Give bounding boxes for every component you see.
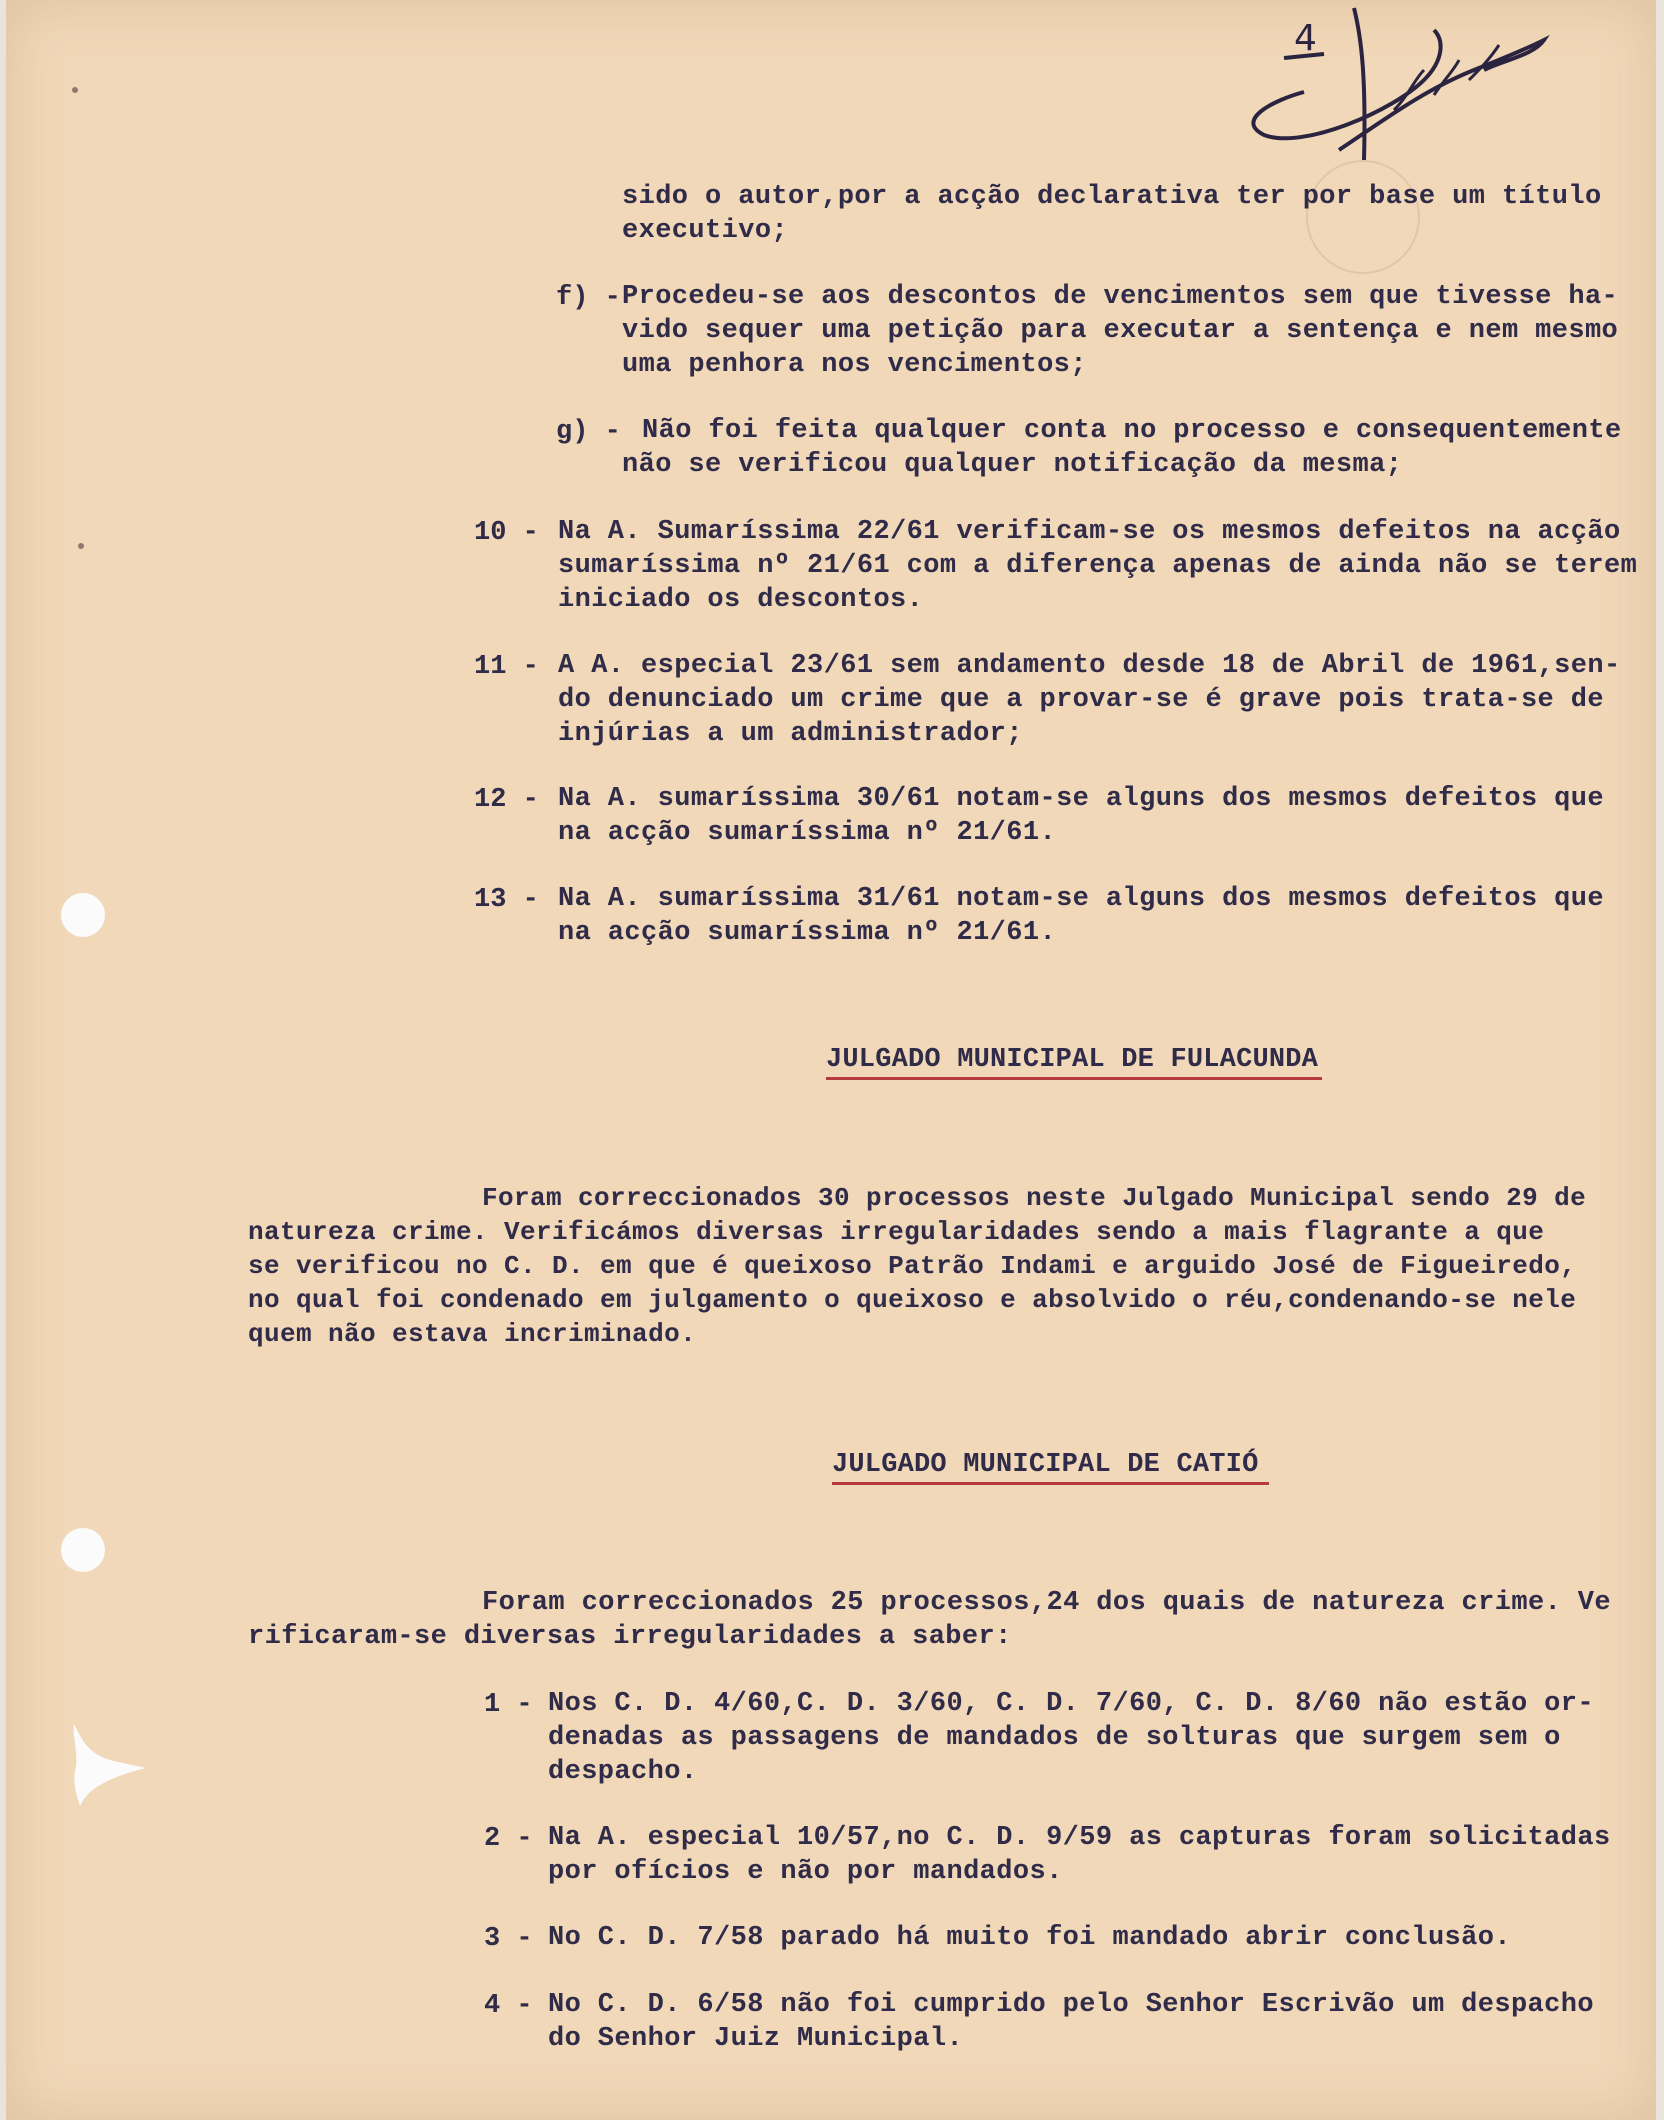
faint-stamp <box>1306 160 1420 274</box>
heading-underline <box>826 1077 1322 1080</box>
small-mark <box>78 543 84 549</box>
paragraph-line: Foram correccionados 25 processos,24 dos quais de natureza crime. Ve <box>482 1588 1611 1618</box>
item-marker: f) - <box>556 283 621 313</box>
continuation-line: sido o autor,por a acção declarativa ter por base um título <box>622 182 1602 212</box>
item-line: iniciado os descontos. <box>558 585 924 615</box>
item-marker: 11 - <box>474 652 539 682</box>
item-line: A A. especial 23/61 sem andamento desde 18 de Abril de 1961,sen- <box>558 651 1621 681</box>
paragraph-line: quem não estava incriminado. <box>248 1319 697 1349</box>
paragraph-line: no qual foi condenado em julgamento o queixoso e absolvido o réu,condenando-se nele <box>248 1285 1577 1315</box>
paragraph-line: rificaram-se diversas irregularidades a saber: <box>248 1622 1012 1652</box>
item-line: No C. D. 7/58 parado há muito foi mandado abrir conclusão. <box>548 1923 1511 1953</box>
torn-corner-mark <box>66 1720 156 1810</box>
document-page <box>6 0 1656 2120</box>
section-heading-catio: JULGADO MUNICIPAL DE CATIÓ <box>832 1450 1259 1480</box>
item-line: vido sequer uma petição para executar a sentença e nem mesmo <box>622 316 1619 346</box>
item-marker: 3 - <box>484 1924 533 1954</box>
section-heading-fulacunda: JULGADO MUNICIPAL DE FULACUNDA <box>826 1045 1319 1075</box>
item-line: sumaríssima nº 21/61 com a diferença apenas de ainda não se terem <box>558 551 1638 581</box>
item-line: Procedeu-se aos descontos de vencimentos sem que tivesse ha- <box>622 282 1619 312</box>
item-line: do denunciado um crime que a provar-se é grave pois trata-se de <box>558 685 1604 715</box>
item-line: por ofícios e não por mandados. <box>548 1857 1063 1887</box>
page-number: 4 <box>1294 18 1317 59</box>
item-line: Na A. sumaríssima 31/61 notam-se alguns dos mesmos defeitos que <box>558 884 1604 914</box>
heading-underline <box>832 1482 1269 1485</box>
item-line: No C. D. 6/58 não foi cumprido pelo Senhor Escrivão um despacho <box>548 1990 1594 2020</box>
item-line: denadas as passagens de mandados de solturas que surgem sem o <box>548 1723 1561 1753</box>
item-line: Na A. especial 10/57,no C. D. 9/59 as capturas foram solicitadas <box>548 1823 1611 1853</box>
paragraph-line: se verificou no C. D. em que é queixoso Patrão Indami e arguido José de Figueiredo, <box>248 1251 1577 1281</box>
item-line: na acção sumaríssima nº 21/61. <box>558 818 1057 848</box>
punch-hole-middle <box>61 1528 105 1572</box>
item-line: Na A. sumaríssima 30/61 notam-se alguns dos mesmos defeitos que <box>558 784 1604 814</box>
item-marker: 1 - <box>484 1690 533 1720</box>
item-line: uma penhora nos vencimentos; <box>622 350 1087 380</box>
continuation-line: executivo; <box>622 216 789 246</box>
item-marker: 4 - <box>484 1991 533 2021</box>
item-line: na acção sumaríssima nº 21/61. <box>558 918 1057 948</box>
item-marker: g) - <box>556 417 621 447</box>
item-marker: 13 - <box>474 885 539 915</box>
small-mark <box>72 87 78 93</box>
item-line: do Senhor Juiz Municipal. <box>548 2024 964 2054</box>
item-line: despacho. <box>548 1757 698 1787</box>
punch-hole-top <box>61 893 105 937</box>
item-marker: 2 - <box>484 1824 533 1854</box>
item-marker: 10 - <box>474 518 539 548</box>
item-line: não se verificou qualquer notificação da mesma; <box>622 450 1403 480</box>
item-marker: 12 - <box>474 785 539 815</box>
item-line: injúrias a um administrador; <box>558 719 1023 749</box>
item-line: Na A. Sumaríssima 22/61 verificam-se os mesmos defeitos na acção <box>558 517 1621 547</box>
item-line: Não foi feita qualquer conta no processo e consequentemente <box>642 416 1622 446</box>
paragraph-line: natureza crime. Verificámos diversas irregularidades sendo a mais flagrante a que <box>248 1217 1545 1247</box>
signature <box>1244 0 1574 165</box>
item-line: Nos C. D. 4/60,C. D. 3/60, C. D. 7/60, C. D. 8/60 não estão or- <box>548 1689 1594 1719</box>
paragraph-line: Foram correccionados 30 processos neste Julgado Municipal sendo 29 de <box>482 1183 1587 1213</box>
